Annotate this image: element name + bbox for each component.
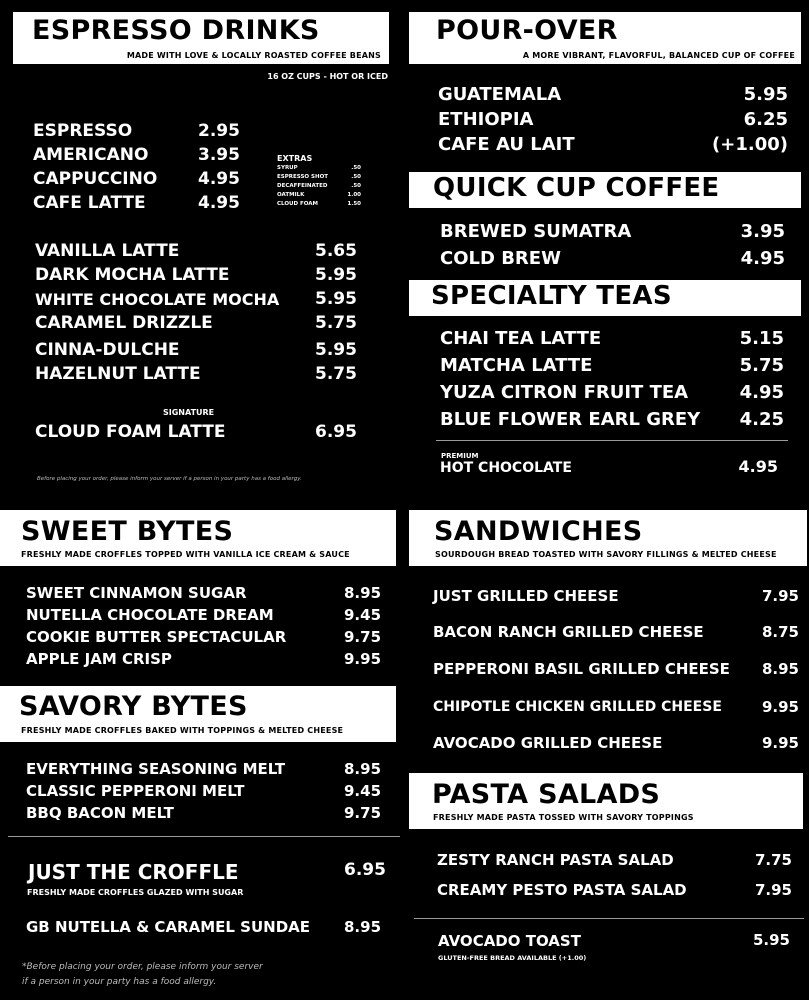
item-name: HAZELNUT LATTE bbox=[35, 364, 201, 384]
sweet-header bbox=[0, 510, 396, 566]
item-name: WHITE CHOCOLATE MOCHA bbox=[35, 290, 280, 309]
premium-label: PREMIUM bbox=[441, 452, 479, 460]
item-price: 4.95 bbox=[738, 457, 778, 476]
item-price: 8.95 bbox=[344, 584, 382, 602]
extra-name: OATMILK bbox=[277, 192, 305, 198]
menu-item-creamy-pesto-pasta-salad bbox=[437, 881, 792, 901]
item-name: EVERYTHING SEASONING MELT bbox=[26, 760, 286, 778]
item-name: CHAI TEA LATTE bbox=[440, 328, 602, 349]
menu-item-avocado-toast bbox=[438, 932, 790, 952]
item-name: ETHIOPIA bbox=[438, 109, 534, 130]
menu-item-ethiopia bbox=[438, 109, 788, 131]
menu-item-espresso bbox=[33, 121, 243, 143]
item-price: 4.95 bbox=[740, 248, 785, 269]
item-name: JUST GRILLED CHEESE bbox=[433, 587, 619, 605]
item-price: 4.95 bbox=[198, 193, 240, 213]
item-price: 5.75 bbox=[315, 364, 357, 384]
item-name: APPLE JAM CRISP bbox=[26, 650, 172, 668]
item-price: 4.25 bbox=[739, 409, 784, 430]
extra-price: 1.50 bbox=[347, 201, 361, 207]
item-price: 4.95 bbox=[198, 169, 240, 189]
item-name: CAFE AU LAIT bbox=[438, 134, 575, 155]
item-price: 3.95 bbox=[198, 145, 240, 165]
extra-price: .50 bbox=[351, 165, 361, 171]
item-name: NUTELLA CHOCOLATE DREAM bbox=[26, 606, 274, 624]
menu-item-nutella-chocolate-dream bbox=[26, 606, 380, 626]
item-name: VANILLA LATTE bbox=[35, 241, 180, 261]
item-price: 4.95 bbox=[739, 382, 784, 403]
menu-item-guatemala bbox=[438, 84, 788, 106]
espresso-header bbox=[13, 12, 389, 64]
item-name: BACON RANCH GRILLED CHEESE bbox=[433, 623, 704, 641]
menu-item-just-grilled-cheese bbox=[433, 587, 799, 607]
menu-item-vanilla-latte bbox=[35, 241, 365, 263]
extra-price: .50 bbox=[351, 183, 361, 189]
item-price: 7.95 bbox=[761, 587, 799, 605]
avocado-toast-note: GLUTEN-FREE BREAD AVAILABLE (+1.00) bbox=[438, 954, 587, 962]
item-price: 6.95 bbox=[344, 860, 386, 880]
espresso-allergy-note: Before placing your order, please inform your server if a person in your party has a food allergy. bbox=[37, 476, 302, 482]
item-name: GUATEMALA bbox=[438, 84, 562, 105]
item-name: BLUE FLOWER EARL GREY bbox=[440, 409, 701, 430]
sandwiches-title: SANDWICHES bbox=[434, 516, 643, 547]
menu-item-blue-flower-earl-grey bbox=[440, 409, 784, 431]
item-name: SWEET CINNAMON SUGAR bbox=[26, 584, 247, 602]
menu-item-cappuccino bbox=[33, 169, 243, 191]
sweet-subtitle: FRESHLY MADE CROFFLES TOPPED WITH VANILLA ICE CREAM & SAUCE bbox=[21, 550, 350, 559]
extra-price: .50 bbox=[351, 174, 361, 180]
item-price: 6.25 bbox=[743, 109, 788, 130]
pasta-subtitle: FRESHLY MADE PASTA TOSSED WITH SAVORY TOPPINGS bbox=[433, 813, 694, 822]
item-price: 9.45 bbox=[344, 782, 382, 800]
menu-item-gb-nutella-caramel-sundae bbox=[26, 918, 380, 938]
menu-item-cookie-butter-spectacular bbox=[26, 628, 380, 648]
menu-item-bacon-ranch-grilled-cheese bbox=[433, 623, 799, 643]
pasta-header bbox=[409, 773, 803, 829]
item-name: DARK MOCHA LATTE bbox=[35, 265, 230, 285]
item-name: CINNA-DULCHE bbox=[35, 340, 180, 360]
quickcup-title: QUICK CUP COFFEE bbox=[433, 173, 720, 203]
pasta-divider bbox=[414, 918, 804, 919]
savory-title: SAVORY BYTES bbox=[19, 691, 248, 722]
item-price: 8.75 bbox=[761, 623, 799, 641]
croffle-allergy-line-1: *Before placing your order, please inform your server bbox=[22, 962, 263, 972]
item-price: 7.75 bbox=[754, 851, 792, 869]
sandwiches-header bbox=[409, 510, 807, 566]
pourover-header bbox=[409, 12, 801, 64]
item-price: 5.95 bbox=[743, 84, 788, 105]
menu-item-just-the-croffle bbox=[28, 860, 385, 886]
menu-item-caramel-drizzle bbox=[35, 313, 365, 335]
savory-subtitle: FRESHLY MADE CROFFLES BAKED WITH TOPPINGS & MELTED CHEESE bbox=[21, 726, 344, 735]
menu-item-white-chocolate-mocha bbox=[35, 289, 365, 311]
extras-row bbox=[277, 201, 361, 210]
item-name: AVOCADO TOAST bbox=[438, 932, 581, 950]
item-name: CHIPOTLE CHICKEN GRILLED CHEESE bbox=[433, 699, 722, 715]
quickcup-header bbox=[409, 172, 801, 208]
menu-item-cold-brew bbox=[440, 248, 785, 270]
item-name: CAFE LATTE bbox=[33, 193, 146, 213]
item-price: 5.95 bbox=[315, 265, 357, 285]
pourover-subtitle: A MORE VIBRANT, FLAVORFUL, BALANCED CUP OF COFFEE bbox=[522, 51, 795, 60]
item-name: GB NUTELLA & CARAMEL SUNDAE bbox=[26, 918, 311, 936]
item-price: 5.75 bbox=[739, 355, 784, 376]
item-price: 8.95 bbox=[344, 760, 382, 778]
espresso-title: ESPRESSO DRINKS bbox=[32, 15, 320, 46]
extras-row bbox=[277, 174, 361, 183]
item-name: AVOCADO GRILLED CHEESE bbox=[433, 734, 663, 752]
item-name: YUZA CITRON FRUIT TEA bbox=[440, 382, 689, 403]
item-price: 5.95 bbox=[315, 289, 357, 309]
extras-box bbox=[277, 154, 361, 210]
teas-title: SPECIALTY TEAS bbox=[431, 281, 672, 311]
menu-item-sweet-cinnamon-sugar bbox=[26, 584, 380, 604]
item-price: 5.95 bbox=[315, 340, 357, 360]
item-price: 2.95 bbox=[198, 121, 240, 141]
item-name: ZESTY RANCH PASTA SALAD bbox=[437, 851, 674, 869]
menu-item-hot-chocolate bbox=[440, 459, 778, 479]
savory-divider bbox=[8, 836, 400, 837]
extra-name: SYRUP bbox=[277, 165, 298, 171]
item-price: 5.15 bbox=[739, 328, 784, 349]
item-name: HOT CHOCOLATE bbox=[440, 460, 572, 476]
teas-header bbox=[409, 280, 801, 316]
item-name: AMERICANO bbox=[33, 145, 149, 165]
item-price: 5.65 bbox=[315, 241, 357, 261]
menu-item-matcha-latte bbox=[440, 355, 784, 377]
item-price: 8.95 bbox=[761, 660, 799, 678]
espresso-subtitle: MADE WITH LOVE & LOCALLY ROASTED COFFEE BEANS bbox=[126, 51, 381, 60]
item-price: 8.95 bbox=[344, 918, 382, 936]
pourover-title: POUR-OVER bbox=[436, 15, 618, 46]
item-name: CLASSIC PEPPERONI MELT bbox=[26, 782, 245, 800]
extras-row bbox=[277, 183, 361, 192]
menu-item-yuza-citron-fruit-tea bbox=[440, 382, 784, 404]
extra-name: DECAFFEINATED bbox=[277, 183, 328, 189]
menu-item-cloud-foam-latte bbox=[35, 422, 365, 444]
menu-item-chipotle-chicken-grilled-cheese bbox=[433, 698, 799, 718]
item-price: 3.95 bbox=[740, 221, 785, 242]
teas-divider bbox=[436, 440, 788, 441]
item-name: CAPPUCCINO bbox=[33, 169, 158, 189]
menu-item-cinna-dulche bbox=[35, 340, 365, 362]
menu-item-avocado-grilled-cheese bbox=[433, 734, 799, 754]
menu-item-hazelnut-latte bbox=[35, 364, 365, 386]
extra-price: 1.00 bbox=[347, 192, 361, 198]
item-price: 7.95 bbox=[754, 881, 792, 899]
item-price: 9.95 bbox=[344, 650, 382, 668]
item-price: (+1.00) bbox=[712, 134, 788, 155]
item-name: BBQ BACON MELT bbox=[26, 804, 174, 822]
croffle-allergy-line-2: if a person in your party has a food allergy. bbox=[22, 977, 217, 987]
signature-label: SIGNATURE bbox=[163, 408, 215, 417]
savory-header bbox=[0, 686, 396, 742]
menu-item-chai-tea-latte bbox=[440, 328, 784, 350]
item-price: 5.95 bbox=[752, 931, 790, 949]
menu-item-bbq-bacon-melt bbox=[26, 804, 380, 824]
menu-item-dark-mocha-latte bbox=[35, 265, 365, 287]
item-name: CLOUD FOAM LATTE bbox=[35, 422, 226, 442]
extras-title: EXTRAS bbox=[277, 154, 313, 163]
item-price: 9.75 bbox=[344, 804, 382, 822]
item-price: 9.45 bbox=[344, 606, 382, 624]
menu-item-brewed-sumatra bbox=[440, 221, 785, 243]
item-name: COLD BREW bbox=[440, 248, 561, 269]
item-name: BREWED SUMATRA bbox=[440, 221, 632, 242]
item-name: CREAMY PESTO PASTA SALAD bbox=[437, 881, 687, 899]
menu-item-zesty-ranch-pasta-salad bbox=[437, 851, 792, 871]
item-name: PEPPERONI BASIL GRILLED CHEESE bbox=[433, 660, 730, 678]
extra-name: ESPRESSO SHOT bbox=[277, 174, 328, 180]
item-price: 6.95 bbox=[315, 422, 357, 442]
espresso-cups-note: 16 OZ CUPS - HOT OR ICED bbox=[267, 72, 388, 81]
pasta-title: PASTA SALADS bbox=[432, 779, 661, 810]
sweet-title: SWEET BYTES bbox=[21, 516, 234, 547]
sandwiches-subtitle: SOURDOUGH BREAD TOASTED WITH SAVORY FILLINGS & MELTED CHEESE bbox=[435, 550, 777, 559]
item-price: 9.95 bbox=[761, 698, 799, 716]
menu-item-americano bbox=[33, 145, 243, 167]
extras-row bbox=[277, 165, 361, 174]
item-name: ESPRESSO bbox=[33, 121, 133, 141]
croffle-subtitle: FRESHLY MADE CROFFLES GLAZED WITH SUGAR bbox=[27, 888, 244, 897]
item-name: CARAMEL DRIZZLE bbox=[35, 313, 213, 333]
menu-item-cafe-au-lait bbox=[438, 134, 788, 156]
menu-item-classic-pepperoni-melt bbox=[26, 782, 380, 802]
menu-item-pepperoni-basil-grilled-cheese bbox=[433, 660, 799, 680]
menu-item-cafe-latte bbox=[33, 193, 243, 215]
item-name: JUST THE CROFFLE bbox=[28, 860, 239, 884]
item-name: COOKIE BUTTER SPECTACULAR bbox=[26, 628, 287, 646]
menu-item-everything-seasoning-melt bbox=[26, 760, 380, 780]
extra-name: CLOUD FOAM bbox=[277, 201, 318, 207]
item-price: 5.75 bbox=[315, 313, 357, 333]
menu-item-apple-jam-crisp bbox=[26, 650, 380, 670]
item-price: 9.75 bbox=[344, 628, 382, 646]
item-name: MATCHA LATTE bbox=[440, 355, 593, 376]
item-price: 9.95 bbox=[761, 734, 799, 752]
extras-row bbox=[277, 192, 361, 201]
